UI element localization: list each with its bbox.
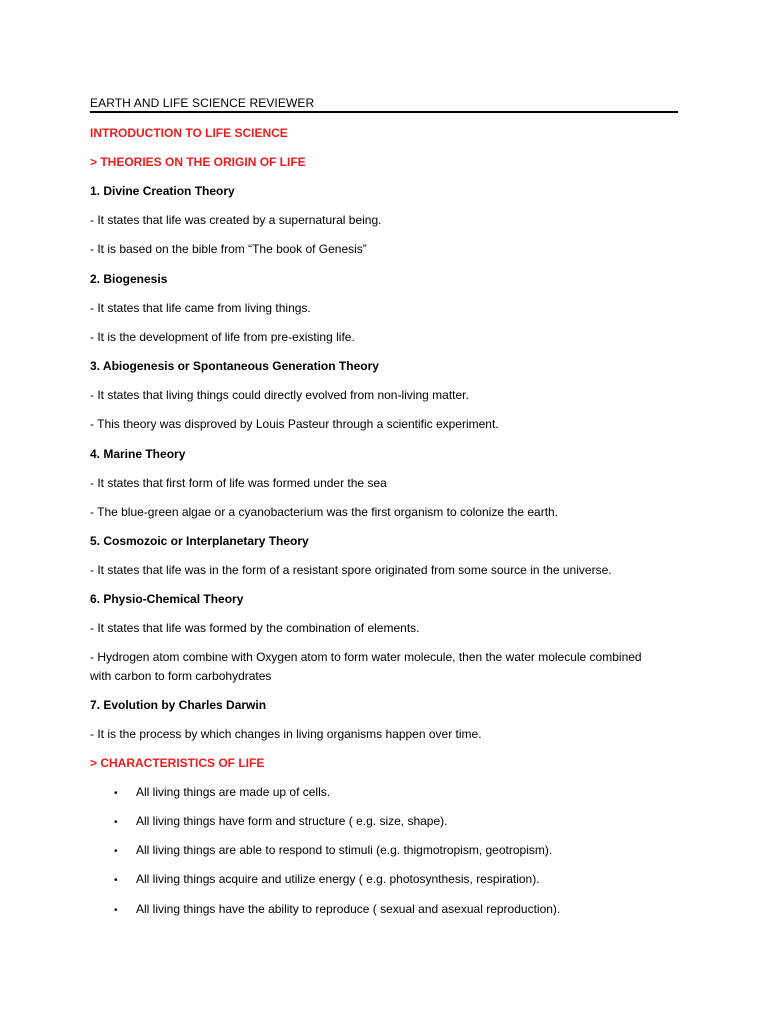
characteristic-item: [114, 812, 447, 832]
characteristic-text: All living things are made up of cells.: [136, 785, 331, 799]
theory-point: - This theory was disproved by Louis Pasteur through a scientific experiment.: [90, 417, 499, 431]
bullet-icon: •: [114, 905, 118, 916]
characteristic-item: [114, 783, 330, 803]
title-underline: [90, 111, 678, 113]
theory-heading: 2. Biogenesis: [90, 272, 168, 286]
characteristic-item: [114, 900, 560, 920]
theory-heading: 4. Marine Theory: [90, 447, 186, 461]
theory-point: - It is the process by which changes in living organisms happen over time.: [90, 727, 482, 741]
bullet-icon: •: [114, 846, 118, 857]
theory-point: - It is the development of life from pre-existing life.: [90, 330, 355, 344]
bullet-icon: •: [114, 788, 118, 799]
theory-heading: 3. Abiogenesis or Spontaneous Generation Theory: [90, 359, 379, 373]
theory-point: - It states that life came from living things.: [90, 301, 311, 315]
document-title: EARTH AND LIFE SCIENCE REVIEWER: [90, 96, 315, 110]
theory-heading: 1. Divine Creation Theory: [90, 184, 235, 198]
theory-point: - Hydrogen atom combine with Oxygen atom to form water molecule, then the water molecule combined with carbon to form carbohydrates: [90, 650, 642, 683]
theory-point: - It is based on the bible from “The book of Genesis”: [90, 242, 367, 256]
characteristic-item: [114, 841, 552, 861]
theory-point: - It states that life was formed by the combination of elements.: [90, 621, 420, 635]
theory-point: - The blue-green algae or a cyanobacterium was the first organism to colonize the earth.: [90, 505, 559, 519]
theory-heading: 7. Evolution by Charles Darwin: [90, 698, 267, 712]
characteristic-text: All living things have the ability to reproduce ( sexual and asexual reproduction).: [136, 902, 561, 916]
theory-point: - It states that living things could directly evolved from non-living matter.: [90, 388, 469, 402]
characteristic-text: All living things have form and structure ( e.g. size, shape).: [136, 814, 448, 828]
characteristic-item: [114, 870, 540, 890]
characteristic-text: All living things are able to respond to stimuli (e.g. thigmotropism, geotropism).: [136, 843, 553, 857]
subsection-theories-heading: > THEORIES ON THE ORIGIN OF LIFE: [90, 155, 306, 169]
bullet-icon: •: [114, 875, 118, 886]
theory-point: - It states that life was in the form of a resistant spore originated from some source in the universe.: [90, 563, 612, 577]
subsection-characteristics-heading: > CHARACTERISTICS OF LIFE: [90, 756, 265, 770]
theory-heading: 5. Cosmozoic or Interplanetary Theory: [90, 534, 309, 548]
theory-heading: 6. Physio-Chemical Theory: [90, 592, 244, 606]
theory-point: - It states that first form of life was formed under the sea: [90, 476, 387, 490]
theory-point: - It states that life was created by a supernatural being.: [90, 213, 382, 227]
bullet-icon: •: [114, 817, 118, 828]
section-heading: INTRODUCTION TO LIFE SCIENCE: [90, 126, 288, 140]
characteristic-text: All living things acquire and utilize energy ( e.g. photosynthesis, respiration).: [136, 872, 540, 886]
